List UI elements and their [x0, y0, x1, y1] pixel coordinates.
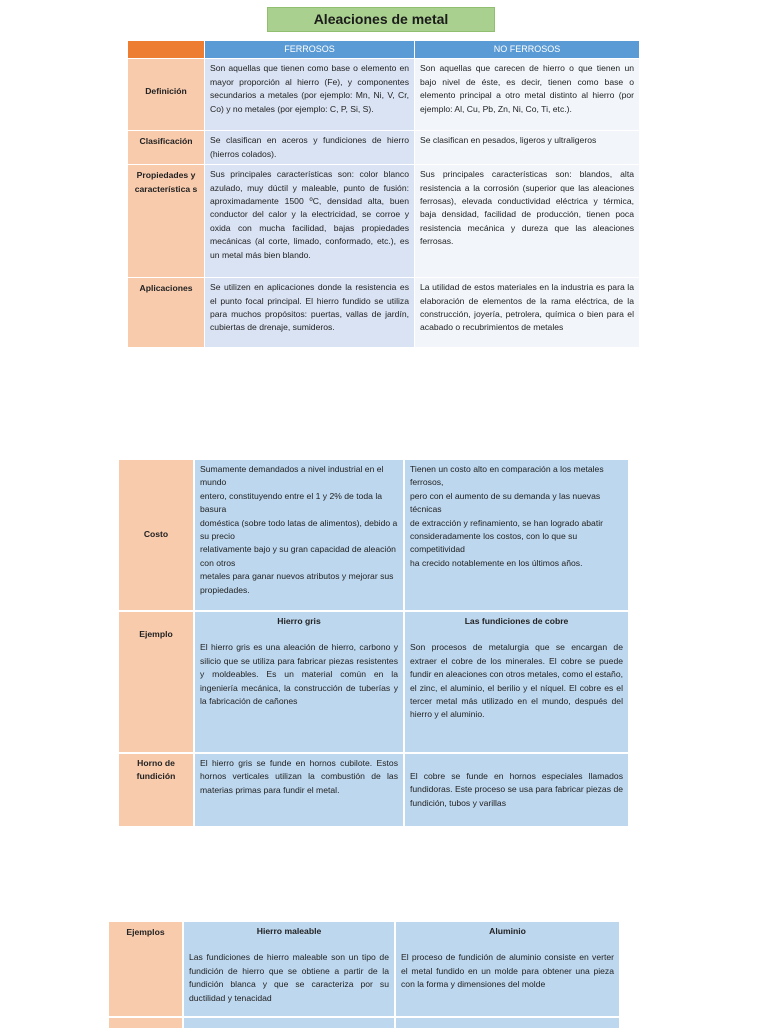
- page-title: Aleaciones de metal: [267, 7, 495, 32]
- cell-ferrosos: Se utilizen en aplicaciones donde la resistencia es el punto focal principal. El hierro fundido se utiliza para muchos propósitos: puertas, vallas de jardín, cubiertas de drenaje, sumideros.: [205, 278, 415, 348]
- table-row: [128, 131, 640, 165]
- cell-no-ferrosos: La utilidad de estos materiales en la industria es para la elaboración de elementos de la rama eléctrica, de la construcción, joyería, petrolera, química o bien para el acabado o recubrimientos de metales: [415, 278, 640, 348]
- row-label: Definición: [128, 59, 205, 131]
- example-text: Son procesos de metalurgia que se encargan de extraer el cobre de los minerales. El cobre se puede fundir en aleaciones con otros metales, como el estaño, el zinc, el aluminio, el berilio y el níquel. El cobre es el tercer metal más utilizado en el mundo, después del hierro y el aluminio.: [410, 642, 623, 720]
- row-label: Costo: [118, 459, 194, 611]
- row-label: Ejemplo: [118, 611, 194, 753]
- cell-ferrosos: Son aquellas que tienen como base o elemento en mayor proporción al hierro (Fe), y componentes secundarios a metales (por ejemplo: Mn, Ni, V, Cr, Co) y no metales (por ejemplo: C, P, Si, S).: [205, 59, 415, 131]
- row-label: Ejemplos: [108, 921, 183, 1017]
- cell-ferrosos: Sumamente demandados a nivel industrial en el mundo entero, constituyendo entre el 1 y 2% de toda la basura doméstica (sobre todo latas de alimentos), debido a su precio relativamente bajo y su gran capacidad de aleación con otros metales para ganar nuevos atributos y mejorar sus propiedades.: [194, 459, 404, 611]
- table-row: [108, 921, 620, 1017]
- cell-no-ferrosos: Sus principales características son: blandos, alta resistencia a la corrosión (superior que las aleaciones ferrosas), elevada conductividad eléctrica y térmica, baja densidad, facilidad de producción, tienen poca resistencia mecánica y dureza que las aleaciones ferrosas.: [415, 165, 640, 278]
- cell-ferrosos: El hierro gris se funde en hornos cubilote. Estos hornos verticales utilizan la combustión de las materias primas para fundir el metal.: [194, 753, 404, 827]
- table-header-row: [128, 41, 640, 59]
- cell-no-ferrosos: Son aquellas que carecen de hierro o que tienen un bajo nivel de éste, es decir, tienen como base o elemento principal a otro metal distinto al hierro (por ejemplo: Al, Cu, Pb, Zn, Ni, Co, Ti, etc.).: [415, 59, 640, 131]
- table-row: [128, 278, 640, 348]
- cell-ferrosos: Se clasifican en aceros y fundiciones de hierro (hierros colados).: [205, 131, 415, 165]
- cell-ferrosos: [183, 1017, 395, 1029]
- table-row: [128, 165, 640, 278]
- header-corner: [128, 41, 205, 59]
- table-row: [118, 611, 629, 753]
- table-row: [128, 59, 640, 131]
- comparison-table-1: [127, 40, 640, 348]
- table-row: [108, 1017, 620, 1029]
- header-no-ferrosos: NO FERROSOS: [415, 41, 640, 59]
- row-label: Clasificación: [128, 131, 205, 165]
- row-label: Aplicaciones: [128, 278, 205, 348]
- cell-ferrosos: [194, 611, 404, 753]
- comparison-table-2: [117, 458, 630, 828]
- example-title: Aluminio: [489, 926, 526, 936]
- cell-no-ferrosos: Tienen un costo alto en comparación a los metales ferrosos, pero con el aumento de su demanda y las nuevas técnicas de extracción y refinamiento, se han logrado abatir consideradamente los costos, con lo que su competitividad ha crecido notablemente en los últimos años.: [404, 459, 629, 611]
- cell-no-ferrosos: [395, 1017, 620, 1029]
- row-label: [108, 1017, 183, 1029]
- cell-no-ferrosos: El cobre se funde en hornos especiales llamados fundidoras. Este proceso se usa para fabricar piezas de fundición, tubos y varillas: [404, 753, 629, 827]
- example-title: Hierro maleable: [256, 926, 322, 936]
- cell-no-ferrosos: [395, 921, 620, 1017]
- cell-no-ferrosos: Se clasifican en pesados, ligeros y ultraligeros: [415, 131, 640, 165]
- header-ferrosos: FERROSOS: [205, 41, 415, 59]
- example-title: Hierro gris: [277, 616, 321, 626]
- example-text: Las fundiciones de hierro maleable son un tipo de fundición de hierro que se obtiene a partir de la fundición blanca y que se caracteriza por su ductilidad y tenacidad: [189, 952, 389, 1003]
- cell-ferrosos: Sus principales características son: color blanco azulado, muy dúctil y maleable, punto de fusión: aproximadamente 1500 ºC, densidad alta, buen conductor del calor y la electricidad, se corroe y oxida con mucha facilidad, bajas propiedades mecánicas (al corte, limado, conformado, etc.), es un metal más bien blando.: [205, 165, 415, 278]
- example-text: El proceso de fundición de aluminio consiste en verter el metal fundido en un molde para obtener una pieza con la forma y dimensiones del molde: [401, 952, 614, 990]
- example-text: El hierro gris es una aleación de hierro, carbono y silicio que se utiliza para fabricar piezas resistentes y moldeables. Es un material común en la ingeniería mecánica, la construcción de tuberías y la fabricación de cañones: [200, 642, 398, 707]
- table-row: [118, 753, 629, 827]
- comparison-table-3: [107, 920, 621, 1030]
- row-label: Propiedades y característica s: [128, 165, 205, 278]
- cell-ferrosos: [183, 921, 395, 1017]
- row-label: Horno de fundición: [118, 753, 194, 827]
- table-row: [118, 459, 629, 611]
- cell-no-ferrosos: [404, 611, 629, 753]
- example-title: Las fundiciones de cobre: [464, 616, 569, 626]
